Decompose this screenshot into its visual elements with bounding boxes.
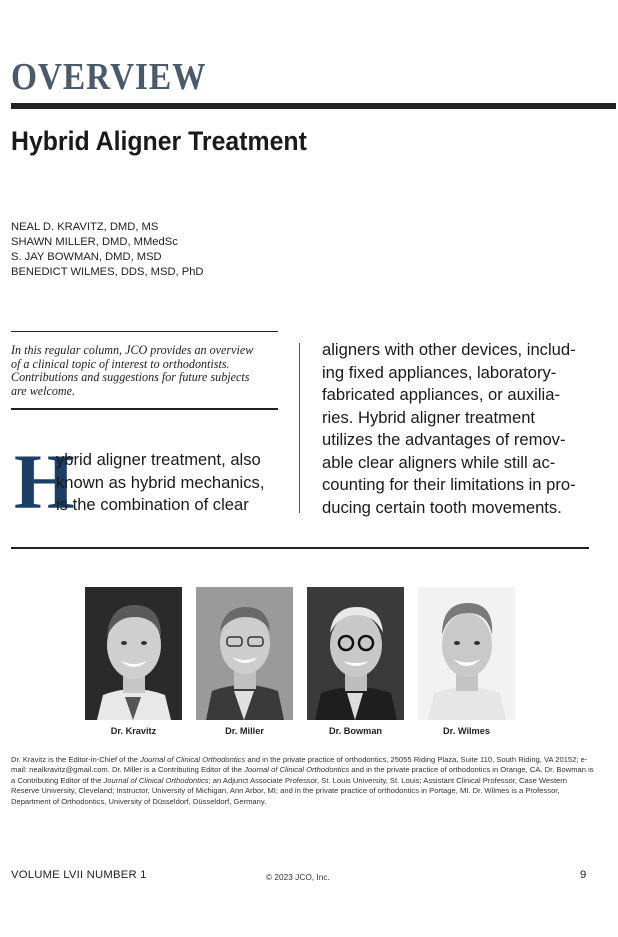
author-list [11,220,204,280]
body-line: fabricated appliances, or auxilia- [322,385,560,404]
footer-copyright: © 2023 JCO, Inc. [266,872,330,882]
column-divider [299,343,300,513]
body-line: counting for their limitations in pro- [322,475,576,494]
section-rule [11,547,589,549]
note-line: of a clinical topic of interest to orthodontists. [11,356,230,371]
bio-text: and in the private practice of orthodontics in Orange, CA. Dr. Bowman is a Contributing Editor of the [11,765,594,785]
note-rule-bottom [11,408,278,410]
photo-caption: Dr. Miller [225,726,264,736]
note-line: are welcome. [11,383,76,398]
body-text-right [322,339,592,519]
page-number: 9 [580,869,587,881]
column-note [11,344,281,398]
author-name: SHAWN MILLER, DMD, MMedSc [11,236,178,248]
body-line: aligners with other devices, includ- [322,340,576,359]
body-line: able clear aligners while still ac- [322,452,556,472]
author-photo-kravitz [85,587,182,720]
article-title: Hybrid Aligner Treatment [11,126,307,156]
body-line: ybrid aligner treatment, also [56,450,261,469]
note-line: In this regular column, JCO provides an overview [11,343,254,357]
journal-name: Journal of Clinical Orthodontics [103,775,209,785]
author-name: BENEDICT WILMES, DDS, MSD, PhD [11,266,204,278]
author-photo-bowman [307,587,404,720]
photo-caption: Dr. Bowman [328,726,383,736]
section-heading: OVERVIEW [11,56,207,98]
author-photo-wilmes [418,587,515,720]
author-name: NEAL D. KRAVITZ, DMD, MS [11,221,159,233]
author-photo-miller [196,587,293,720]
drop-cap: H [14,438,75,525]
body-line: ing fixed appliances, laboratory- [322,362,557,382]
heading-rule [11,103,616,109]
body-line: ries. Hybrid aligner treatment [322,407,536,427]
author-bio [11,755,595,807]
note-rule-top [11,331,278,332]
body-line: is the combination of clear [56,495,249,514]
body-text-left [56,449,282,517]
bio-text: Dr. Kravitz is the Editor-in-Chief of the [11,755,141,764]
body-line: ducing certain tooth movements. [322,497,562,517]
journal-name: Journal of Clinical Orthodontics [244,765,350,775]
body-line: known as hybrid mechanics, [56,472,265,492]
bio-text: and in the private practice of orthodontics, 25055 Riding Plaza, Suite 110, South Riding, VA 20152; e-mail: nealkravitz@gmail.com. Dr. Miller is a Contributing Editor of the [11,755,588,775]
body-line: utilizes the advantages of remov- [322,430,566,449]
footer-volume: VOLUME LVII NUMBER 1 [11,869,147,881]
bio-text: ; an Adjunct Associate Professor, St. Louis University, St. Louis; Assistant Clinical Professor, Case Western Reserve University, Cleveland; Instructor, University of Michigan, Ann Arbor, MI; and in the private practice of orthodontics in Portage, MI. Dr. Wilmes is a Professor, Department of Orthodontics, University of Düsseldorf, Düsseldorf, Germany. [11,775,568,806]
photo-caption: Dr. Kravitz [110,726,157,736]
author-name: S. JAY BOWMAN, DMD, MSD [11,251,162,263]
photo-caption: Dr. Wilmes [443,726,490,736]
note-line: Contributions and suggestions for future subjects [11,370,250,385]
journal-name: Journal of Clinical Orthodontics [140,755,246,764]
